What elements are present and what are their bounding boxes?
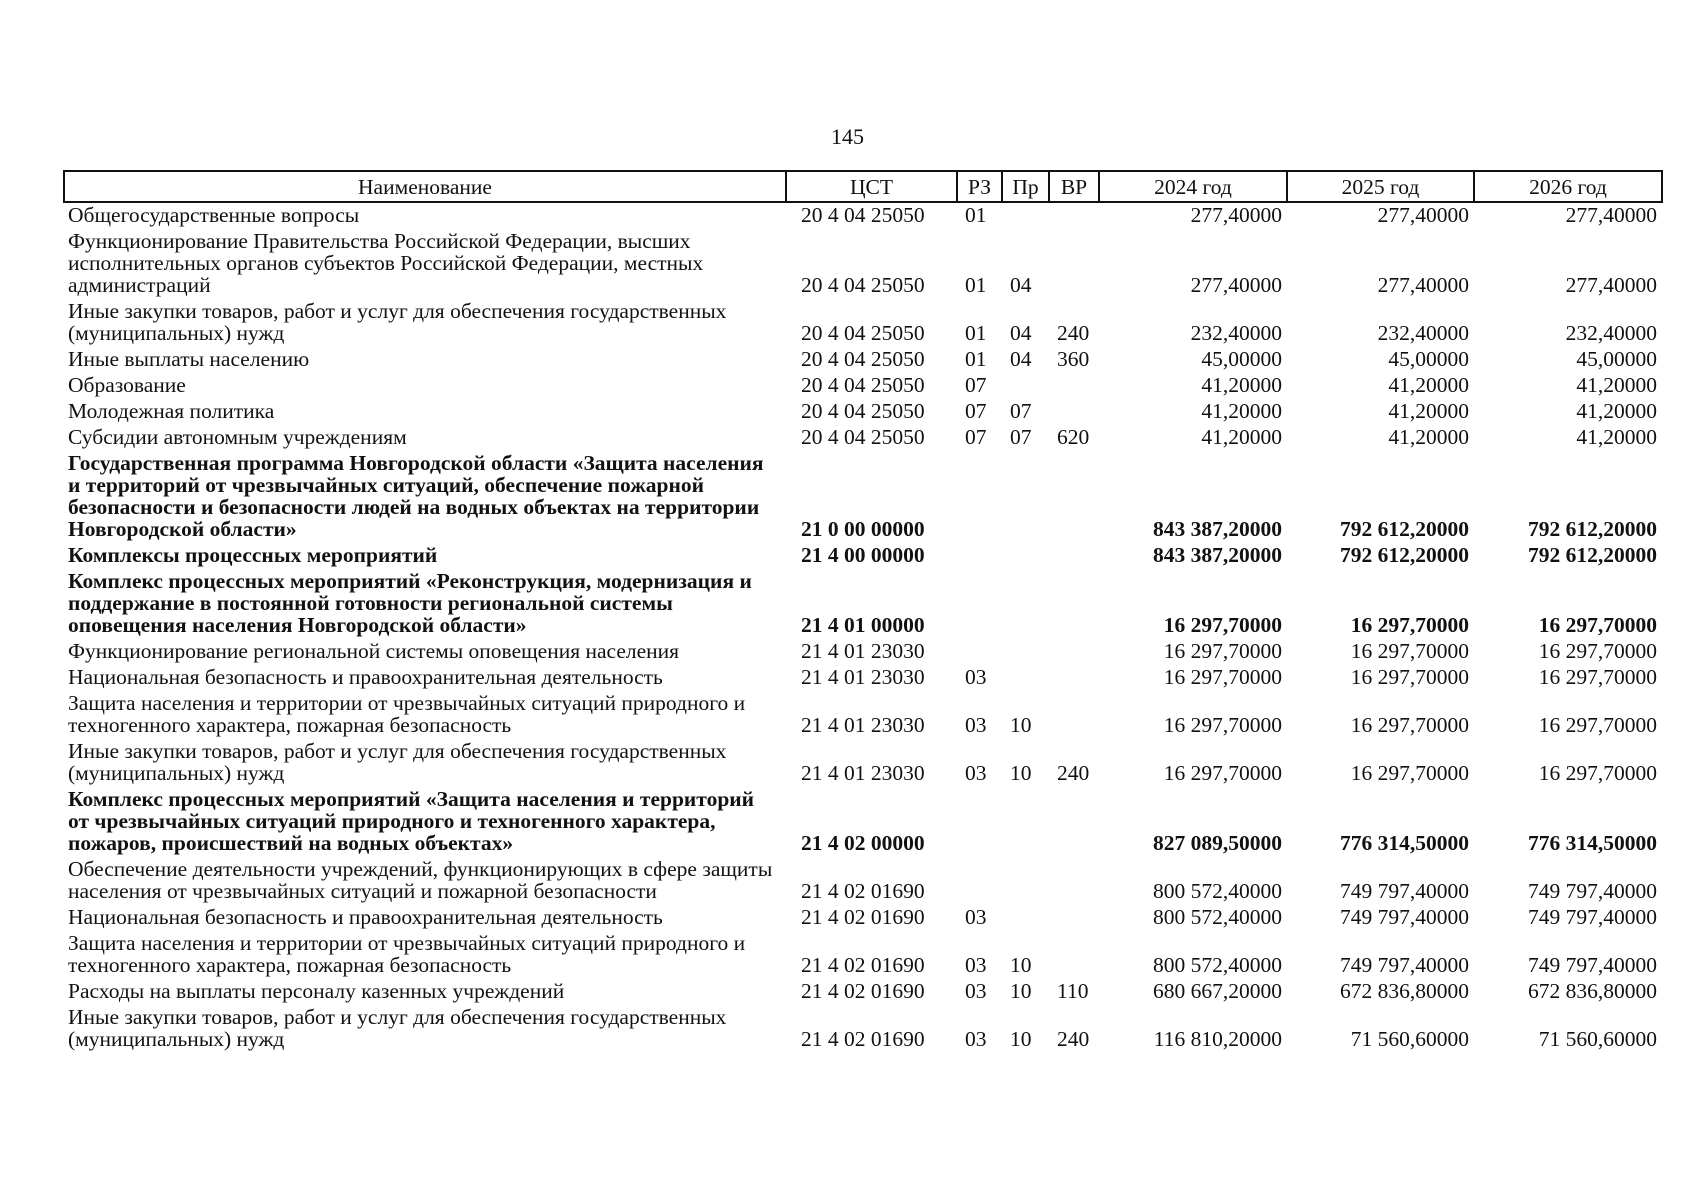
cell-2026: 41,20000 (1576, 399, 1657, 423)
table-row (64, 857, 1662, 905)
cell-vr (1049, 639, 1099, 665)
cell-2024: 843 387,20000 (1153, 543, 1282, 567)
header-rz: РЗ (957, 171, 1002, 202)
cell-vr (1049, 787, 1099, 857)
cell-2026: 749 797,40000 (1528, 905, 1657, 929)
cell-cst: 21 4 01 23030 (801, 665, 925, 689)
table-row (64, 665, 1662, 691)
cell-2026: 277,40000 (1565, 203, 1657, 227)
cell-2026: 792 612,20000 (1528, 517, 1657, 541)
budget-table (63, 170, 1663, 1053)
cell-rz: 03 (965, 1027, 987, 1051)
cell-2026: 71 560,60000 (1538, 1027, 1657, 1051)
cell-2026: 16 297,70000 (1538, 639, 1657, 663)
cell-2024: 16 297,70000 (1163, 761, 1282, 785)
cell-2026: 232,40000 (1565, 321, 1657, 345)
cell-2025: 749 797,40000 (1340, 905, 1469, 929)
cell-pr: 10 (1010, 979, 1032, 1003)
cell-2025: 16 297,70000 (1350, 665, 1469, 689)
cell-cst: 21 4 02 00000 (801, 831, 925, 855)
cell-name: Комплекс процессных мероприятий «Реконструкция, модернизация и поддержание в постоянной готовности региональной системы оповещения населения Новгородской области» (68, 569, 752, 637)
cell-cst: 21 4 02 01690 (801, 1027, 925, 1051)
cell-2025: 277,40000 (1377, 273, 1469, 297)
cell-2025: 16 297,70000 (1350, 761, 1469, 785)
cell-2024: 843 387,20000 (1153, 517, 1282, 541)
table-row (64, 399, 1662, 425)
cell-cst: 20 4 04 25050 (801, 321, 925, 345)
cell-2026: 776 314,50000 (1528, 831, 1657, 855)
cell-rz: 03 (965, 713, 987, 737)
cell-vr (1049, 543, 1099, 569)
cell-rz: 01 (965, 347, 987, 371)
cell-2024: 800 572,40000 (1153, 953, 1282, 977)
cell-2026: 16 297,70000 (1538, 665, 1657, 689)
cell-name: Защита населения и территории от чрезвычайных ситуаций природного и техногенного характера, пожарная безопасность (68, 931, 746, 977)
table-header (64, 171, 1662, 202)
cell-cst: 20 4 04 25050 (801, 399, 925, 423)
cell-name: Национальная безопасность и правоохранительная деятельность (68, 665, 663, 689)
cell-name: Расходы на выплаты персоналу казенных учреждений (68, 979, 565, 1003)
cell-cst: 21 4 01 23030 (801, 713, 925, 737)
cell-rz (957, 543, 1002, 569)
cell-vr (1049, 229, 1099, 299)
cell-2025: 749 797,40000 (1340, 879, 1469, 903)
cell-rz (957, 639, 1002, 665)
cell-rz (957, 857, 1002, 905)
table-row (64, 347, 1662, 373)
cell-rz: 03 (965, 665, 987, 689)
cell-2025: 16 297,70000 (1350, 713, 1469, 737)
cell-pr: 04 (1010, 273, 1032, 297)
page-number: 145 (831, 124, 864, 149)
cell-2026: 792 612,20000 (1528, 543, 1657, 567)
cell-2025: 672 836,80000 (1340, 979, 1469, 1003)
cell-2024: 41,20000 (1201, 425, 1282, 449)
cell-2024: 16 297,70000 (1163, 639, 1282, 663)
cell-pr: 04 (1010, 347, 1032, 371)
cell-2024: 116 810,20000 (1153, 1027, 1282, 1051)
cell-vr: 240 (1057, 321, 1090, 345)
cell-name: Обеспечение деятельности учреждений, функционирующих в сфере защиты населения от чрезвычайных ситуаций и пожарной безопасности (68, 857, 773, 903)
cell-2024: 827 089,50000 (1153, 831, 1282, 855)
table-row (64, 543, 1662, 569)
cell-pr: 10 (1010, 1027, 1032, 1051)
cell-rz (957, 451, 1002, 543)
cell-vr (1049, 857, 1099, 905)
cell-pr: 10 (1010, 953, 1032, 977)
cell-vr (1049, 931, 1099, 979)
cell-pr: 04 (1010, 321, 1032, 345)
cell-2024: 41,20000 (1201, 373, 1282, 397)
cell-cst: 21 4 02 01690 (801, 979, 925, 1003)
cell-2024: 16 297,70000 (1163, 613, 1282, 637)
cell-name: Общегосударственные вопросы (68, 203, 360, 227)
table-row (64, 931, 1662, 979)
header-cst: ЦСТ (786, 171, 957, 202)
cell-vr (1049, 665, 1099, 691)
cell-cst: 21 4 02 01690 (801, 905, 925, 929)
cell-vr (1049, 905, 1099, 931)
cell-rz: 07 (965, 425, 987, 449)
cell-2026: 16 297,70000 (1538, 713, 1657, 737)
cell-name: Защита населения и территории от чрезвычайных ситуаций природного и техногенного характера, пожарная безопасность (68, 691, 746, 737)
table-row (64, 373, 1662, 399)
cell-cst: 20 4 04 25050 (801, 373, 925, 397)
cell-rz: 01 (965, 321, 987, 345)
table-row (64, 739, 1662, 787)
cell-pr (1002, 857, 1049, 905)
cell-2024: 800 572,40000 (1153, 905, 1282, 929)
table-row (64, 905, 1662, 931)
cell-2025: 749 797,40000 (1340, 953, 1469, 977)
cell-vr (1049, 373, 1099, 399)
cell-pr: 10 (1010, 713, 1032, 737)
cell-rz: 03 (965, 979, 987, 1003)
cell-vr: 110 (1057, 979, 1089, 1003)
cell-pr (1002, 639, 1049, 665)
cell-rz: 03 (965, 761, 987, 785)
table-row (64, 639, 1662, 665)
cell-2026: 41,20000 (1576, 425, 1657, 449)
cell-vr: 620 (1057, 425, 1090, 449)
cell-2025: 41,20000 (1388, 373, 1469, 397)
cell-cst: 20 4 04 25050 (801, 203, 925, 227)
cell-2024: 277,40000 (1190, 203, 1282, 227)
cell-2025: 45,00000 (1388, 347, 1469, 371)
table-row (64, 229, 1662, 299)
table-row (64, 569, 1662, 639)
cell-2026: 277,40000 (1565, 273, 1657, 297)
cell-cst: 21 4 02 01690 (801, 879, 925, 903)
table-row (64, 451, 1662, 543)
cell-2024: 232,40000 (1190, 321, 1282, 345)
cell-name: Образование (68, 373, 186, 397)
cell-cst: 20 4 04 25050 (801, 425, 925, 449)
cell-2026: 45,00000 (1576, 347, 1657, 371)
cell-name: Молодежная политика (68, 399, 275, 423)
cell-2024: 800 572,40000 (1153, 879, 1282, 903)
cell-2026: 16 297,70000 (1538, 613, 1657, 637)
cell-2026: 16 297,70000 (1538, 761, 1657, 785)
cell-2024: 680 667,20000 (1153, 979, 1282, 1003)
cell-2024: 45,00000 (1201, 347, 1282, 371)
cell-name: Комплексы процессных мероприятий (68, 543, 438, 567)
cell-2025: 232,40000 (1377, 321, 1469, 345)
table-row (64, 691, 1662, 739)
cell-vr: 360 (1057, 347, 1090, 371)
cell-2025: 16 297,70000 (1350, 613, 1469, 637)
cell-pr (1002, 451, 1049, 543)
cell-name: Национальная безопасность и правоохранительная деятельность (68, 905, 663, 929)
cell-pr (1002, 202, 1049, 229)
cell-2025: 16 297,70000 (1350, 639, 1469, 663)
cell-name: Иные закупки товаров, работ и услуг для обеспечения государственных (муниципальных) нужд (68, 739, 727, 785)
header-row (64, 171, 1662, 202)
cell-2025: 792 612,20000 (1340, 517, 1469, 541)
header-vr: ВР (1049, 171, 1099, 202)
table-row (64, 787, 1662, 857)
cell-pr: 10 (1010, 761, 1032, 785)
cell-pr (1002, 787, 1049, 857)
cell-rz (957, 787, 1002, 857)
cell-vr: 240 (1057, 1027, 1090, 1051)
cell-rz: 07 (965, 399, 987, 423)
cell-cst: 21 4 01 23030 (801, 761, 925, 785)
cell-vr (1049, 399, 1099, 425)
cell-vr (1049, 202, 1099, 229)
cell-pr (1002, 543, 1049, 569)
cell-2026: 672 836,80000 (1528, 979, 1657, 1003)
cell-rz: 03 (965, 905, 987, 929)
cell-vr (1049, 451, 1099, 543)
header-name: Наименование (64, 171, 786, 202)
cell-cst: 20 4 04 25050 (801, 347, 925, 371)
header-2024: 2024 год (1099, 171, 1287, 202)
cell-name: Комплекс процессных мероприятий «Защита населения и территорий от чрезвычайных ситуаций природного и техногенного характера, пожаров, происшествий на водных объектах» (68, 787, 755, 855)
cell-pr (1002, 665, 1049, 691)
table-row (64, 299, 1662, 347)
cell-2026: 41,20000 (1576, 373, 1657, 397)
table-row (64, 979, 1662, 1005)
cell-name: Функционирование Правительства Российской Федерации, высших исполнительных органов субъектов Российской Федерации, местных администраций (68, 229, 704, 297)
cell-2025: 277,40000 (1377, 203, 1469, 227)
cell-rz: 07 (965, 373, 987, 397)
cell-cst: 21 0 00 00000 (801, 517, 925, 541)
cell-vr: 240 (1057, 761, 1090, 785)
cell-name: Иные закупки товаров, работ и услуг для обеспечения государственных (муниципальных) нужд (68, 1005, 727, 1051)
cell-pr: 07 (1010, 399, 1032, 423)
cell-2024: 41,20000 (1201, 399, 1282, 423)
cell-2024: 16 297,70000 (1163, 713, 1282, 737)
cell-name: Субсидии автономным учреждениям (68, 425, 407, 449)
cell-rz: 03 (965, 953, 987, 977)
cell-vr (1049, 569, 1099, 639)
cell-2025: 71 560,60000 (1350, 1027, 1469, 1051)
cell-cst: 21 4 01 00000 (801, 613, 925, 637)
header-pr: Пр (1002, 171, 1049, 202)
cell-cst: 20 4 04 25050 (801, 273, 925, 297)
cell-2024: 16 297,70000 (1163, 665, 1282, 689)
cell-cst: 21 4 00 00000 (801, 543, 925, 567)
cell-2026: 749 797,40000 (1528, 953, 1657, 977)
cell-2025: 41,20000 (1388, 425, 1469, 449)
cell-rz: 01 (965, 203, 987, 227)
cell-name: Иные выплаты населению (68, 347, 310, 371)
header-2026: 2026 год (1474, 171, 1662, 202)
cell-2025: 792 612,20000 (1340, 543, 1469, 567)
cell-name: Иные закупки товаров, работ и услуг для обеспечения государственных (муниципальных) нужд (68, 299, 727, 345)
table-row (64, 202, 1662, 229)
header-2025: 2025 год (1287, 171, 1474, 202)
cell-2025: 776 314,50000 (1340, 831, 1469, 855)
table-body (64, 202, 1662, 1053)
cell-cst: 21 4 01 23030 (801, 639, 925, 663)
cell-pr (1002, 373, 1049, 399)
cell-name: Функционирование региональной системы оповещения населения (68, 639, 680, 663)
cell-2024: 277,40000 (1190, 273, 1282, 297)
cell-pr (1002, 905, 1049, 931)
cell-rz: 01 (965, 273, 987, 297)
cell-name: Государственная программа Новгородской области «Защита населения и территорий от чрезвычайных ситуаций, обеспечение пожарной безопасности и безопасности людей на водных объектах на территории Новгородской области» (68, 451, 764, 541)
cell-pr: 07 (1010, 425, 1032, 449)
cell-2026: 749 797,40000 (1528, 879, 1657, 903)
cell-vr (1049, 691, 1099, 739)
table-row (64, 425, 1662, 451)
table-row (64, 1005, 1662, 1053)
cell-pr (1002, 569, 1049, 639)
cell-rz (957, 569, 1002, 639)
cell-2025: 41,20000 (1388, 399, 1469, 423)
cell-cst: 21 4 02 01690 (801, 953, 925, 977)
